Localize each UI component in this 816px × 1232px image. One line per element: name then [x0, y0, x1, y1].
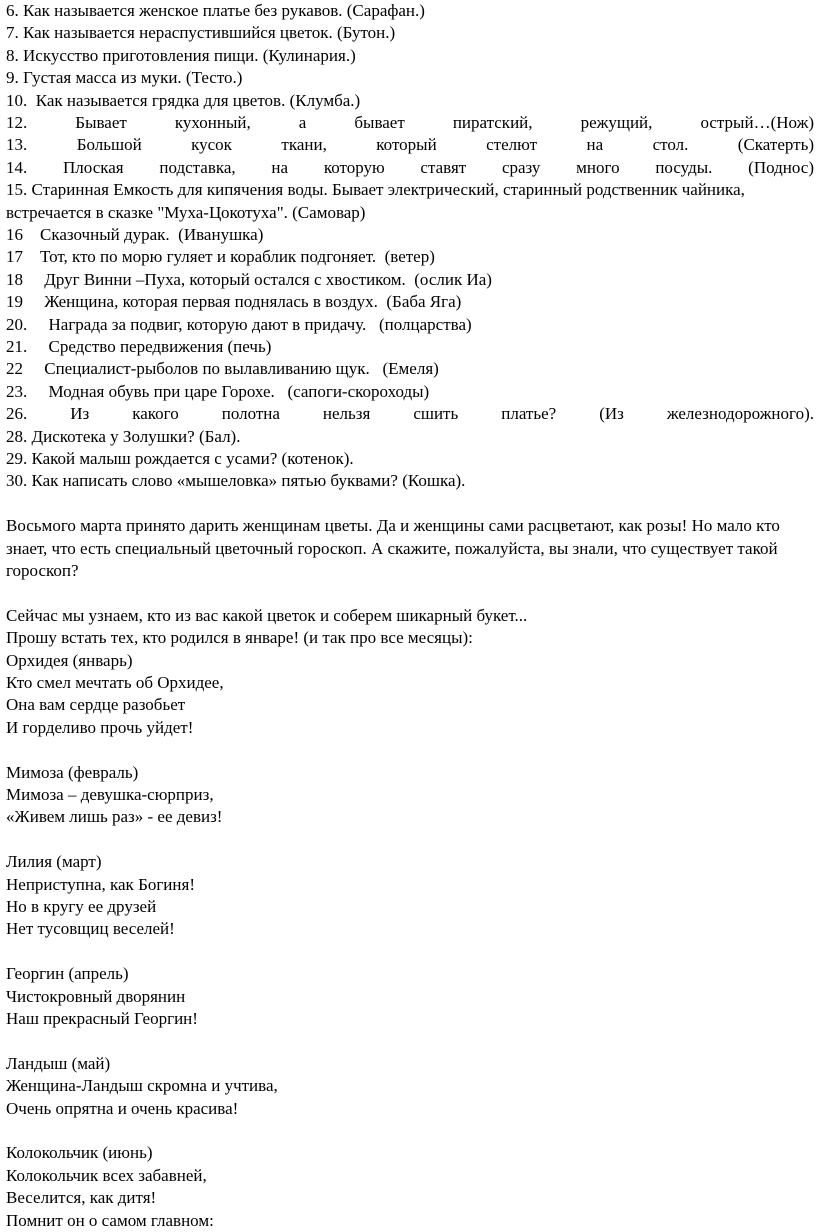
quiz-line: 29. Какой малыш рождается с усами? (котенок). [6, 449, 354, 468]
flower-title: Орхидея (январь) [6, 650, 133, 670]
verse-line: И горделиво прочь уйдет! [6, 717, 194, 737]
verse-line: Неприступна, как Богиня! [6, 874, 195, 894]
quiz-line: 23. Модная обувь при царе Горохе. (сапоги-скороходы) [6, 381, 430, 401]
quiz-line: 22 Специалист-рыболов по вылавливанию щук. (Емеля) [6, 359, 439, 379]
quiz-line: 15. Старинная Емкость для кипячения воды. Бывает электрический, старинный родственник чайника, [6, 180, 745, 200]
quiz-line: 10. Как называется грядка для цветов. (Клумба.) [6, 90, 361, 110]
quiz-line: 20. Награда за подвиг, которую дают в придачу. (полцарства) [6, 314, 472, 334]
quiz-line: 16 Сказочный дурак. (Иванушка) [6, 225, 264, 244]
quiz-line: 30. Как написать слово «мышеловка» пятью буквами? (Кошка). [6, 471, 466, 491]
flower-title: Георгин (апрель) [6, 964, 129, 984]
verse-line: Нет тусовщиц веселей! [6, 919, 175, 939]
verse-line: Чистокровный дворянин [6, 986, 186, 1006]
quiz-line: 6. Как называется женское платье без рукавов. (Сарафан.) [6, 1, 425, 20]
quiz-line: 9. Густая масса из муки. (Тесто.) [6, 68, 243, 88]
verse-line: Женщина-Ландыш скромна и учтива, [6, 1076, 278, 1096]
quiz-line: 8. Искусство приготовления пищи. (Кулинария.) [6, 45, 356, 65]
horoscope-intro-line: Прошу встать тех, кто родился в январе! (и так про все месяцы): [6, 628, 473, 648]
quiz-line: 18 Друг Винни –Пуха, который остался с хвостиком. (ослик Иа) [6, 269, 492, 289]
quiz-line: 14. Плоская подставка, на которую ставят сразу много посуды. (Поднос) [6, 157, 814, 177]
verse-line: Но в кругу ее друзей [6, 897, 157, 916]
quiz-line: 19 Женщина, которая первая поднялась в воздух. (Баба Яга) [6, 292, 462, 312]
flower-title: Колокольчик (июнь) [6, 1143, 153, 1163]
quiz-line: 17 Тот, кто по морю гуляет и кораблик подгоняет. (ветер) [6, 247, 435, 267]
verse-line: Она вам сердце разобьет [6, 695, 186, 715]
quiz-line: 13. Большой кусок ткани, который стелют на стол. (Скатерть) [6, 135, 814, 155]
intro-paragraph: Восьмого марта принято дарить женщинам цветы. Да и женщины сами расцветают, как розы! Но мало кто знает, что есть специальный цветочный гороскоп. А скажите, пожалуйста, вы знали, что существует такой гороскоп? [6, 516, 780, 580]
quiz-line: 21. Средство передвижения (печь) [6, 337, 272, 356]
verse-line: Помнит он о самом главном: [6, 1210, 214, 1230]
verse-line: Наш прекрасный Георгин! [6, 1009, 198, 1028]
verse-line: Кто смел мечтать об Орхидее, [6, 673, 224, 692]
flower-title: Ландыш (май) [6, 1053, 111, 1073]
quiz-line: 7. Как называется нераспустившийся цветок. (Бутон.) [6, 23, 396, 43]
flower-title: Лилия (март) [6, 852, 102, 872]
verse-line: Очень опрятна и очень красива! [6, 1098, 239, 1118]
verse-line: «Живем лишь раз» - ее девиз! [6, 807, 223, 827]
flower-title: Мимоза (февраль) [6, 762, 139, 782]
verse-line: Веселится, как дитя! [6, 1188, 157, 1208]
quiz-line: 12. Бывает кухонный, а бывает пиратский, режущий, острый…(Нож) [6, 113, 814, 132]
horoscope-intro-line: Сейчас мы узнаем, кто из вас какой цветок и соберем шикарный букет... [6, 605, 528, 625]
quiz-line: 28. Дискотека у Золушки? (Бал). [6, 426, 241, 446]
quiz-line: 26. Из какого полотна нельзя сшить платье? (Из железнодорожного). [6, 404, 814, 424]
quiz-line: встречается в сказке "Муха-Цокотуха". (Самовар) [6, 202, 366, 222]
verse-line: Мимоза – девушка-сюрприз, [6, 785, 214, 804]
verse-line: Колокольчик всех забавней, [6, 1165, 207, 1185]
